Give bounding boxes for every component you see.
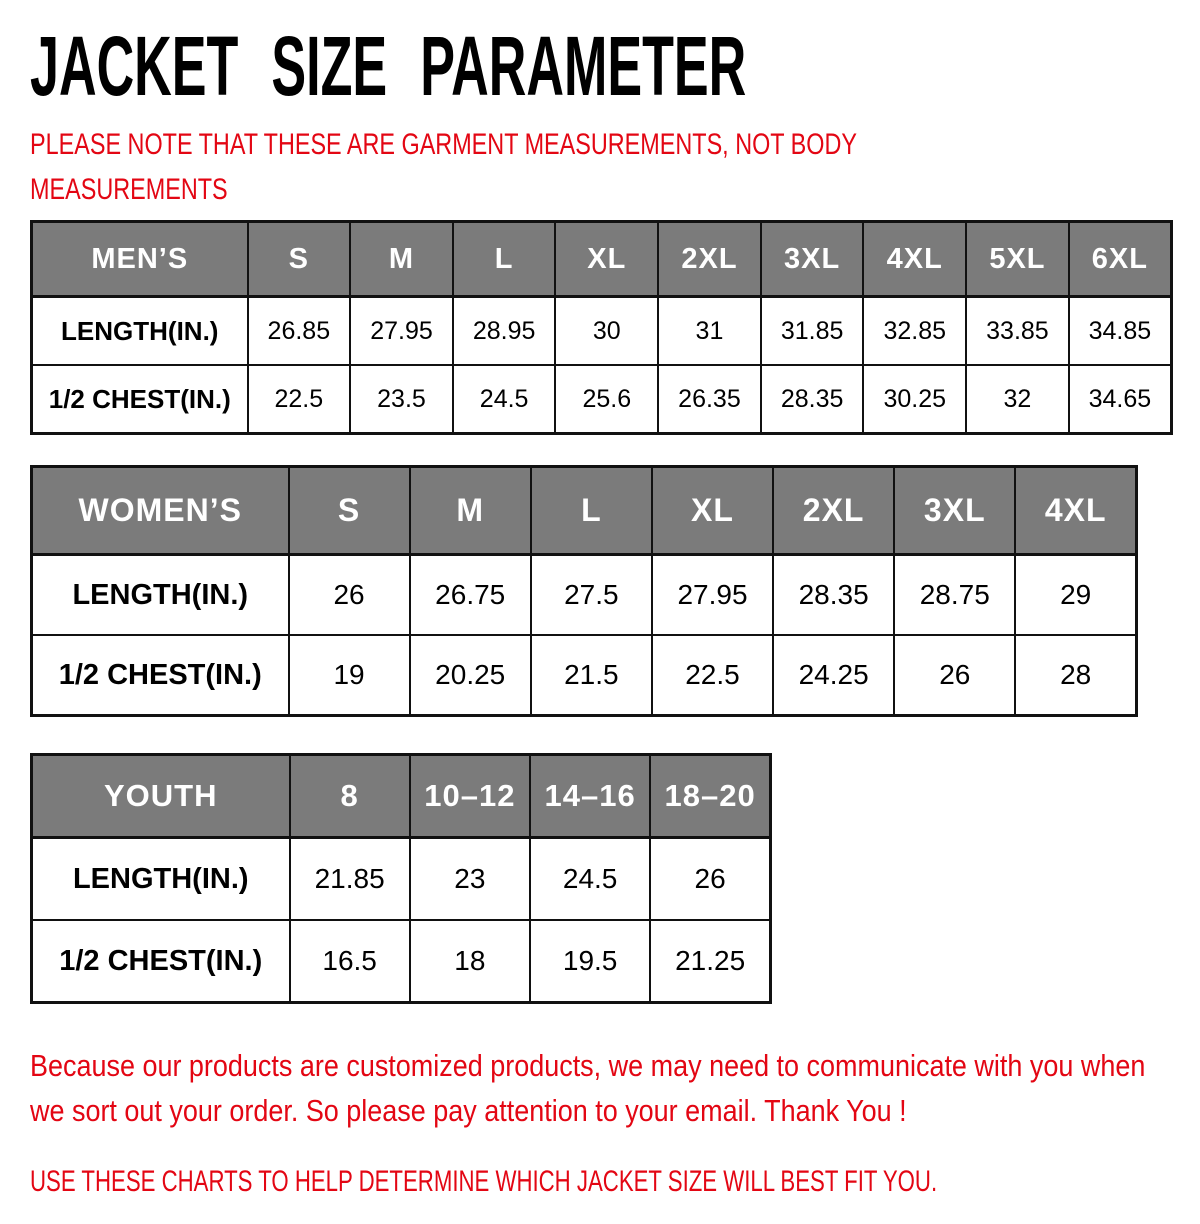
measurement-row bbox=[32, 297, 1172, 366]
size-column-header: XL bbox=[555, 222, 658, 297]
measurement-value-cell: 22.5 bbox=[652, 635, 773, 716]
size-header-row bbox=[32, 467, 1137, 555]
measurement-row-label: 1/2 CHEST(IN.) bbox=[32, 635, 289, 716]
size-column-header: 14–16 bbox=[530, 755, 650, 838]
table-group-label: YOUTH bbox=[32, 755, 290, 838]
measurement-row-label: LENGTH(IN.) bbox=[32, 555, 289, 636]
size-column-header: 3XL bbox=[761, 222, 864, 297]
measurement-row bbox=[32, 635, 1137, 716]
size-header-row bbox=[32, 755, 771, 838]
customization-footer-note: Because our products are customized products, we may need to communicate with you when we sort out your order. So please pay attention to your email. Thank You ! bbox=[30, 1048, 1146, 1128]
size-column-header: L bbox=[453, 222, 556, 297]
measurement-value-cell: 19 bbox=[289, 635, 410, 716]
size-column-header: S bbox=[289, 467, 410, 555]
usage-footer-note: USE THESE CHARTS TO HELP DETERMINE WHICH JACKET SIZE WILL BEST FIT YOU. bbox=[30, 1164, 938, 1198]
measurement-value-cell: 19.5 bbox=[530, 920, 650, 1003]
measurement-value-cell: 23 bbox=[410, 838, 530, 921]
size-header-row bbox=[32, 222, 1172, 297]
size-column-header: 4XL bbox=[1015, 467, 1136, 555]
measurement-value-cell: 21.5 bbox=[531, 635, 652, 716]
size-column-header: M bbox=[410, 467, 531, 555]
measurement-value-cell: 21.25 bbox=[650, 920, 770, 1003]
measurement-value-cell: 26.85 bbox=[248, 297, 351, 366]
measurement-value-cell: 26.75 bbox=[410, 555, 531, 636]
measurement-value-cell: 23.5 bbox=[350, 365, 453, 434]
measurement-value-cell: 16.5 bbox=[290, 920, 410, 1003]
measurement-row bbox=[32, 838, 771, 921]
size-column-header: 5XL bbox=[966, 222, 1069, 297]
measurement-value-cell: 31.85 bbox=[761, 297, 864, 366]
measurement-value-cell: 30.25 bbox=[863, 365, 966, 434]
measurement-value-cell: 28 bbox=[1015, 635, 1136, 716]
womens-size-table bbox=[30, 465, 1138, 717]
measurement-value-cell: 28.75 bbox=[894, 555, 1015, 636]
size-column-header: S bbox=[248, 222, 351, 297]
page-title: JACKET SIZE PARAMETER bbox=[30, 19, 747, 113]
size-column-header: L bbox=[531, 467, 652, 555]
measurement-value-cell: 21.85 bbox=[290, 838, 410, 921]
measurement-value-cell: 28.95 bbox=[453, 297, 556, 366]
garment-measurement-note: PLEASE NOTE THAT THESE ARE GARMENT MEASUREMENTS, NOT BODY MEASUREMENTS bbox=[30, 128, 857, 206]
size-chart-page bbox=[0, 19, 1200, 1201]
table-group-label: WOMEN’S bbox=[32, 467, 289, 555]
measurement-value-cell: 34.65 bbox=[1069, 365, 1172, 434]
measurement-value-cell: 18 bbox=[410, 920, 530, 1003]
size-column-header: 3XL bbox=[894, 467, 1015, 555]
measurement-value-cell: 26 bbox=[894, 635, 1015, 716]
size-column-header: M bbox=[350, 222, 453, 297]
measurement-row-label: 1/2 CHEST(IN.) bbox=[32, 365, 248, 434]
youth-size-table bbox=[30, 753, 772, 1004]
measurement-value-cell: 30 bbox=[555, 297, 658, 366]
measurement-value-cell: 22.5 bbox=[248, 365, 351, 434]
measurement-row-label: LENGTH(IN.) bbox=[32, 838, 290, 921]
measurement-value-cell: 32 bbox=[966, 365, 1069, 434]
measurement-value-cell: 28.35 bbox=[761, 365, 864, 434]
measurement-value-cell: 25.6 bbox=[555, 365, 658, 434]
measurement-value-cell: 26.35 bbox=[658, 365, 761, 434]
measurement-value-cell: 29 bbox=[1015, 555, 1136, 636]
size-column-header: 18–20 bbox=[650, 755, 770, 838]
measurement-value-cell: 24.5 bbox=[530, 838, 650, 921]
size-column-header: 4XL bbox=[863, 222, 966, 297]
size-column-header: XL bbox=[652, 467, 773, 555]
size-tables-container bbox=[30, 220, 1170, 1004]
measurement-row bbox=[32, 365, 1172, 434]
measurement-value-cell: 31 bbox=[658, 297, 761, 366]
measurement-value-cell: 28.35 bbox=[773, 555, 894, 636]
measurement-value-cell: 34.85 bbox=[1069, 297, 1172, 366]
measurement-value-cell: 20.25 bbox=[410, 635, 531, 716]
measurement-value-cell: 27.5 bbox=[531, 555, 652, 636]
measurement-row bbox=[32, 555, 1137, 636]
size-column-header: 2XL bbox=[773, 467, 894, 555]
measurement-value-cell: 24.25 bbox=[773, 635, 894, 716]
size-column-header: 8 bbox=[290, 755, 410, 838]
measurement-value-cell: 27.95 bbox=[652, 555, 773, 636]
size-column-header: 6XL bbox=[1069, 222, 1172, 297]
size-column-header: 2XL bbox=[658, 222, 761, 297]
measurement-row-label: 1/2 CHEST(IN.) bbox=[32, 920, 290, 1003]
size-column-header: 10–12 bbox=[410, 755, 530, 838]
measurement-value-cell: 24.5 bbox=[453, 365, 556, 434]
measurement-row-label: LENGTH(IN.) bbox=[32, 297, 248, 366]
measurement-row bbox=[32, 920, 771, 1003]
mens-size-table bbox=[30, 220, 1173, 435]
measurement-value-cell: 27.95 bbox=[350, 297, 453, 366]
table-group-label: MEN’S bbox=[32, 222, 248, 297]
measurement-value-cell: 26 bbox=[650, 838, 770, 921]
measurement-value-cell: 32.85 bbox=[863, 297, 966, 366]
measurement-value-cell: 26 bbox=[289, 555, 410, 636]
measurement-value-cell: 33.85 bbox=[966, 297, 1069, 366]
